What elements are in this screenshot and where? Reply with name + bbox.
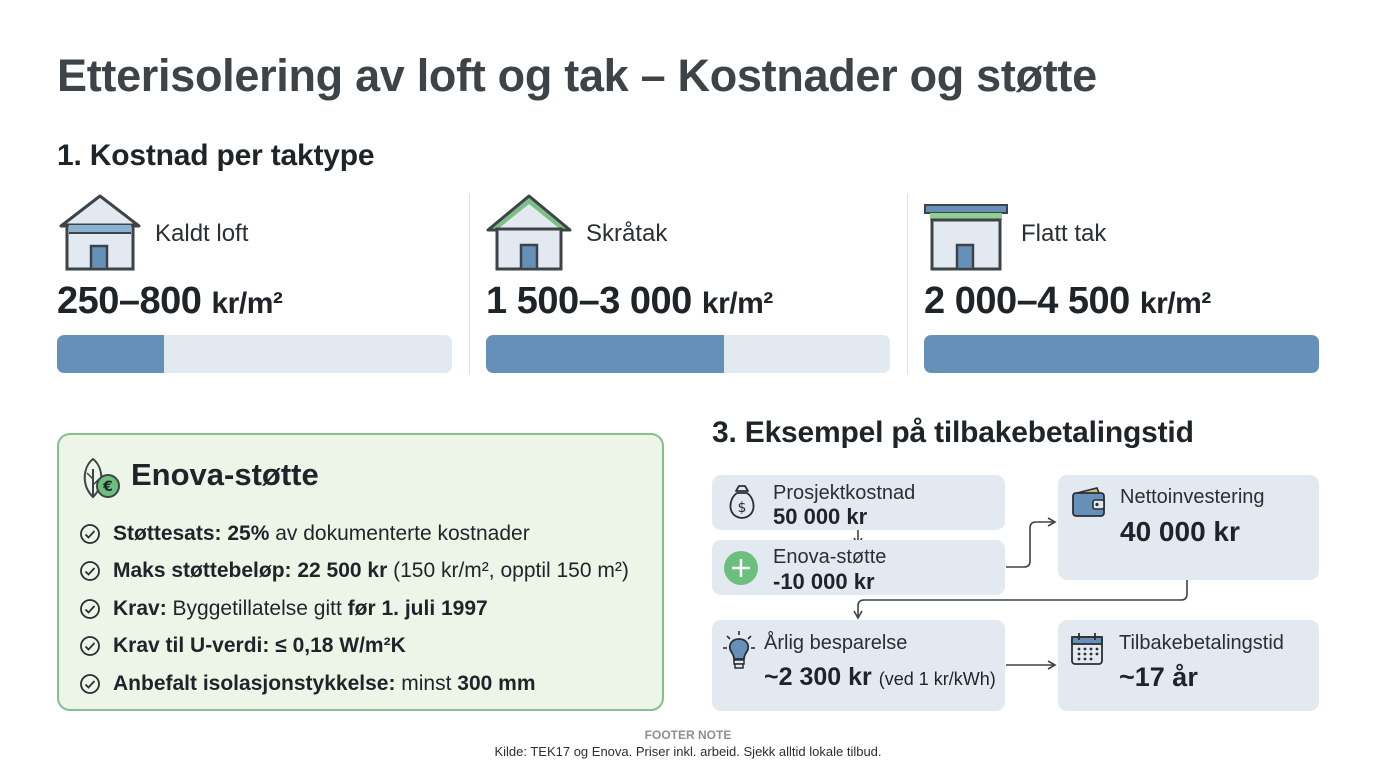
check-circle-icon <box>79 635 101 657</box>
check-circle-icon <box>79 523 101 545</box>
page-title: Etterisolering av loft og tak – Kostnader og støtte <box>57 50 1097 101</box>
pitched-roof-house-icon <box>486 192 572 272</box>
svg-text:$: $ <box>737 500 747 516</box>
payback-card <box>1058 620 1319 711</box>
check-circle-icon <box>79 598 101 620</box>
enova-support-label: Enova-støtte <box>773 546 887 568</box>
payback-label: Tilbakebetalingstid <box>1119 632 1284 654</box>
net-investment-value: 40 000 kr <box>1120 516 1240 547</box>
cost-bar-fill <box>924 335 1319 373</box>
roof-price: 250–800 kr/m² <box>57 280 283 322</box>
roof-price: 2 000–4 500 kr/m² <box>924 280 1211 322</box>
check-circle-icon <box>79 560 101 582</box>
list-item: Krav: Byggetillatelse gitt før 1. juli 1997 <box>79 590 629 628</box>
flat-roof-house-icon <box>924 192 1010 272</box>
payback-value: ~17 år <box>1119 662 1198 692</box>
roof-name: Skråtak <box>586 220 668 247</box>
annual-savings-card <box>712 620 1005 711</box>
enova-support-card <box>712 540 1005 595</box>
lightbulb-icon <box>722 630 756 670</box>
check-circle-icon <box>79 673 101 695</box>
net-investment-card <box>1058 475 1319 580</box>
roof-pitched <box>486 192 890 377</box>
cost-bar-fill <box>57 335 164 373</box>
roof-name: Flatt tak <box>1021 220 1107 247</box>
net-investment-label: Nettoinvestering <box>1120 486 1265 508</box>
plus-icon <box>723 550 759 586</box>
enova-support-value: -10 000 kr <box>773 569 875 594</box>
leaf-euro-icon <box>77 455 123 501</box>
roof-flat <box>924 192 1319 377</box>
money-bag-icon <box>726 483 758 521</box>
list-item: Støttesats: 25% av dokumenterte kostnader <box>79 515 629 553</box>
list-item: Krav til U-verdi: ≤ 0,18 W/m²K <box>79 628 629 666</box>
column-divider <box>907 194 908 374</box>
cost-bar <box>486 335 890 373</box>
roof-price: 1 500–3 000 kr/m² <box>486 280 773 322</box>
footer-title: FOOTER NOTE <box>644 728 732 742</box>
annual-savings-value: ~2 300 kr (ved 1 kr/kWh) <box>764 663 996 691</box>
project-cost-label: Prosjektkostnad <box>773 482 916 504</box>
roof-name: Kaldt loft <box>155 220 249 247</box>
roof-cold-attic <box>57 192 452 377</box>
annual-savings-label: Årlig besparelse <box>764 632 908 654</box>
list-item: Maks støttebeløp: 22 500 kr (150 kr/m², opptil 150 m²) <box>79 553 629 591</box>
section-title-cost: 1. Kostnad per taktype <box>57 139 375 172</box>
cold-attic-house-icon <box>57 192 143 272</box>
project-cost-card <box>712 475 1005 530</box>
column-divider <box>469 194 470 374</box>
svg-text:€: € <box>103 479 113 495</box>
enova-list <box>79 515 629 703</box>
section-title-payback: 3. Eksempel på tilbakebetalingstid <box>712 416 1194 449</box>
cost-bar-fill <box>486 335 724 373</box>
footer-text: Kilde: TEK17 og Enova. Priser inkl. arbeid. Sjekk alltid lokale tilbud. <box>494 744 882 759</box>
cost-bar <box>924 335 1319 373</box>
cost-bar <box>57 335 452 373</box>
enova-title: Enova-støtte <box>131 457 319 492</box>
list-item: Anbefalt isolasjonstykkelse: minst 300 mm <box>79 665 629 703</box>
calendar-icon <box>1070 632 1104 666</box>
wallet-icon <box>1071 486 1107 518</box>
enova-support-box <box>57 433 664 711</box>
project-cost-value: 50 000 kr <box>773 504 868 529</box>
